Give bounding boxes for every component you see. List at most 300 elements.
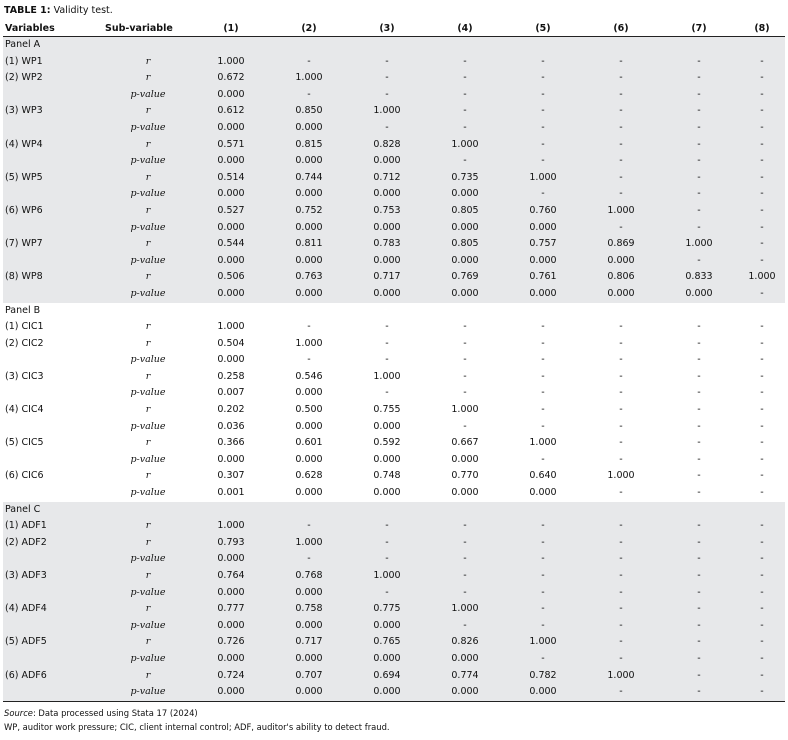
value-cell: 0.833 — [659, 269, 737, 286]
value-cell: - — [425, 568, 503, 585]
value-cell: 0.000 — [191, 253, 269, 270]
value-cell: - — [659, 87, 737, 104]
value-cell: - — [760, 437, 764, 449]
value-cell: - — [619, 487, 623, 499]
header-col-6: (6) — [581, 21, 659, 37]
value-cell: - — [425, 618, 503, 635]
value-cell: 0.000 — [191, 120, 269, 137]
value-cell: 0.869 — [581, 236, 659, 253]
sub-variable-cell: r — [145, 321, 151, 333]
value-cell: - — [347, 54, 425, 71]
value-cell: - — [737, 87, 785, 104]
sub-variable-cell: r — [103, 70, 191, 87]
value-cell: - — [659, 103, 737, 120]
value-cell: - — [581, 535, 659, 552]
value-cell: 0.793 — [191, 535, 269, 552]
panel-title: Panel C — [3, 502, 785, 519]
variable-cell — [3, 220, 103, 237]
table-body — [3, 37, 785, 702]
table-row — [3, 153, 785, 170]
value-cell: 0.000 — [425, 253, 503, 270]
value-cell: 0.667 — [451, 437, 479, 449]
value-cell: 0.601 — [295, 437, 323, 449]
sub-variable-cell: p-value — [130, 420, 166, 432]
variable-cell — [3, 186, 103, 203]
header-col-4: (4) — [425, 21, 503, 37]
value-cell: 0.307 — [217, 470, 245, 482]
sub-variable-cell: p-value — [103, 253, 191, 270]
abbreviation-note: WP, auditor work pressure; CIC, client internal control; ADF, auditor's ability to detect fraud. — [4, 722, 390, 732]
table-row — [3, 468, 785, 485]
value-cell: - — [385, 354, 389, 366]
variable-cell: (5) WP5 — [3, 170, 103, 187]
sub-variable-cell: p-value — [103, 87, 191, 104]
sub-variable-cell: r — [145, 337, 151, 349]
value-cell: - — [503, 153, 581, 170]
value-cell: - — [425, 585, 503, 602]
variable-cell: (7) WP7 — [3, 236, 103, 253]
sub-variable-cell: r — [103, 518, 191, 535]
value-cell: 1.000 — [607, 470, 635, 482]
value-cell: - — [463, 387, 467, 399]
value-cell: - — [307, 321, 311, 333]
value-cell: - — [463, 370, 467, 382]
value-cell: - — [581, 518, 659, 535]
value-cell: 0.000 — [295, 387, 323, 399]
value-cell: - — [541, 370, 545, 382]
sub-variable-cell: p-value — [103, 585, 191, 602]
value-cell: 1.000 — [581, 203, 659, 220]
value-cell: 0.806 — [581, 269, 659, 286]
value-cell: 0.000 — [295, 453, 323, 465]
value-cell: - — [619, 437, 623, 449]
value-cell: - — [760, 337, 764, 349]
table-caption — [4, 4, 113, 18]
sub-variable-cell: p-value — [103, 684, 191, 701]
sub-variable-cell: r — [145, 404, 151, 416]
table-row — [3, 618, 785, 635]
value-cell: - — [425, 54, 503, 71]
variable-cell: (1) ADF1 — [3, 518, 103, 535]
variable-cell: (3) CIC3 — [5, 370, 44, 382]
table-row — [3, 137, 785, 154]
value-cell: - — [385, 337, 389, 349]
value-cell: 0.777 — [191, 601, 269, 618]
value-cell: 0.000 — [191, 87, 269, 104]
value-cell: 0.850 — [269, 103, 347, 120]
value-cell: - — [659, 220, 737, 237]
value-cell: 0.000 — [191, 551, 269, 568]
value-cell: - — [503, 70, 581, 87]
sub-variable-cell: r — [103, 137, 191, 154]
value-cell: - — [659, 170, 737, 187]
sub-variable-cell: r — [145, 470, 151, 482]
value-cell: - — [581, 634, 659, 651]
value-cell: 0.000 — [425, 286, 503, 303]
value-cell: 0.694 — [347, 668, 425, 685]
value-cell: 0.000 — [269, 618, 347, 635]
value-cell: - — [659, 634, 737, 651]
value-cell: - — [697, 453, 701, 465]
value-cell: 0.504 — [217, 337, 245, 349]
value-cell: - — [737, 618, 785, 635]
value-cell: - — [737, 668, 785, 685]
variable-cell: (1) CIC1 — [5, 321, 44, 333]
value-cell: - — [659, 568, 737, 585]
value-cell: 0.036 — [217, 420, 245, 432]
value-cell: - — [541, 387, 545, 399]
value-cell: 0.000 — [503, 684, 581, 701]
value-cell: 0.000 — [347, 286, 425, 303]
value-cell: 0.000 — [373, 453, 401, 465]
value-cell: - — [737, 551, 785, 568]
value-cell: - — [425, 518, 503, 535]
value-cell: - — [737, 170, 785, 187]
value-cell: 0.000 — [269, 286, 347, 303]
value-cell: 0.000 — [191, 153, 269, 170]
value-cell: 0.768 — [269, 568, 347, 585]
table-row — [3, 668, 785, 685]
panel-title: Panel A — [3, 37, 785, 54]
variable-cell — [3, 253, 103, 270]
variable-cell: (4) ADF4 — [3, 601, 103, 618]
header-col-8: (8) — [737, 21, 785, 37]
value-cell: - — [425, 120, 503, 137]
table-row — [3, 435, 785, 452]
table-row — [3, 601, 785, 618]
table-row — [3, 54, 785, 71]
value-cell: 0.366 — [217, 437, 245, 449]
variable-cell — [3, 485, 103, 502]
value-cell: - — [659, 137, 737, 154]
value-cell: - — [463, 354, 467, 366]
value-cell: 1.000 — [581, 668, 659, 685]
sub-variable-cell: r — [103, 103, 191, 120]
caption-text: Validity test. — [50, 5, 113, 16]
value-cell: 1.000 — [737, 269, 785, 286]
value-cell: 0.828 — [347, 137, 425, 154]
variable-cell — [3, 618, 103, 635]
table-row — [3, 535, 785, 552]
value-cell: 0.000 — [217, 354, 245, 366]
value-cell: - — [737, 153, 785, 170]
value-cell: - — [659, 120, 737, 137]
source-label: Source — [4, 708, 33, 718]
value-cell: 0.712 — [347, 170, 425, 187]
variable-cell — [3, 352, 103, 369]
value-cell: 1.000 — [191, 518, 269, 535]
table-row — [3, 352, 785, 369]
table-row — [3, 651, 785, 668]
value-cell: 0.000 — [269, 585, 347, 602]
panel-title: Panel B — [5, 304, 41, 316]
value-cell: - — [503, 535, 581, 552]
value-cell: 0.765 — [347, 634, 425, 651]
value-cell: 0.000 — [529, 487, 557, 499]
value-cell: - — [385, 387, 389, 399]
sub-variable-cell: p-value — [130, 487, 166, 499]
value-cell: - — [697, 420, 701, 432]
value-cell: - — [269, 87, 347, 104]
value-cell: 0.000 — [347, 651, 425, 668]
value-cell: - — [737, 601, 785, 618]
value-cell: - — [581, 684, 659, 701]
value-cell: - — [581, 103, 659, 120]
value-cell: 0.000 — [191, 651, 269, 668]
value-cell: 0.506 — [191, 269, 269, 286]
variable-cell — [3, 419, 103, 436]
table-row — [3, 319, 785, 336]
value-cell: 0.757 — [503, 236, 581, 253]
value-cell: - — [659, 54, 737, 71]
value-cell: - — [697, 337, 701, 349]
value-cell: 0.717 — [347, 269, 425, 286]
value-cell: 0.826 — [425, 634, 503, 651]
sub-variable-cell: r — [103, 170, 191, 187]
variable-cell: (6) CIC6 — [5, 470, 44, 482]
value-cell: 0.000 — [269, 253, 347, 270]
value-cell: - — [425, 551, 503, 568]
value-cell: - — [541, 354, 545, 366]
value-cell: 0.735 — [425, 170, 503, 187]
variable-cell — [3, 651, 103, 668]
value-cell: 0.592 — [373, 437, 401, 449]
variable-cell — [3, 87, 103, 104]
value-cell: - — [659, 153, 737, 170]
value-cell: - — [425, 70, 503, 87]
value-cell: - — [425, 103, 503, 120]
value-cell: - — [737, 220, 785, 237]
value-cell: - — [503, 87, 581, 104]
value-cell: - — [737, 585, 785, 602]
value-cell: - — [659, 601, 737, 618]
sub-variable-cell: p-value — [130, 387, 166, 399]
variable-cell: (6) WP6 — [3, 203, 103, 220]
value-cell: 0.000 — [425, 651, 503, 668]
value-cell: - — [659, 651, 737, 668]
value-cell: 0.753 — [347, 203, 425, 220]
variable-cell — [3, 286, 103, 303]
value-cell: 0.546 — [295, 370, 323, 382]
value-cell: - — [697, 354, 701, 366]
value-cell: - — [581, 170, 659, 187]
variable-cell: (8) WP8 — [3, 269, 103, 286]
table-row — [3, 103, 785, 120]
value-cell: - — [619, 420, 623, 432]
value-cell: 0.815 — [269, 137, 347, 154]
value-cell: - — [347, 518, 425, 535]
header-sub-variable: Sub-variable — [103, 21, 191, 37]
table-row — [3, 568, 785, 585]
value-cell: - — [659, 203, 737, 220]
value-cell: - — [425, 153, 503, 170]
header-variables: Variables — [3, 21, 103, 37]
value-cell: 0.514 — [191, 170, 269, 187]
table-row — [3, 186, 785, 203]
value-cell: 0.000 — [659, 286, 737, 303]
value-cell: - — [737, 518, 785, 535]
value-cell: 0.571 — [191, 137, 269, 154]
source-text: : Data processed using Stata 17 (2024) — [32, 708, 198, 718]
header-col-1: (1) — [191, 21, 269, 37]
header-row — [3, 21, 785, 37]
value-cell: - — [737, 535, 785, 552]
value-cell: - — [503, 585, 581, 602]
table-row — [3, 402, 785, 419]
value-cell: - — [760, 404, 764, 416]
value-cell: - — [737, 286, 785, 303]
value-cell: - — [463, 420, 467, 432]
value-cell: - — [760, 370, 764, 382]
value-cell: - — [347, 585, 425, 602]
value-cell: - — [581, 87, 659, 104]
value-cell: - — [581, 220, 659, 237]
value-cell: 1.000 — [451, 404, 479, 416]
table-row — [3, 369, 785, 386]
panel-header-row — [3, 303, 785, 320]
header-col-3: (3) — [347, 21, 425, 37]
value-cell: - — [503, 518, 581, 535]
value-cell: - — [760, 487, 764, 499]
value-cell: - — [581, 137, 659, 154]
value-cell: 0.527 — [191, 203, 269, 220]
value-cell: - — [425, 87, 503, 104]
value-cell: - — [619, 354, 623, 366]
value-cell: 0.760 — [503, 203, 581, 220]
value-cell: - — [737, 203, 785, 220]
value-cell: - — [503, 551, 581, 568]
value-cell: - — [463, 337, 467, 349]
value-cell: - — [503, 601, 581, 618]
value-cell: - — [659, 518, 737, 535]
value-cell: - — [659, 551, 737, 568]
value-cell: 1.000 — [347, 568, 425, 585]
table-row — [3, 419, 785, 436]
table-row — [3, 286, 785, 303]
value-cell: - — [541, 420, 545, 432]
value-cell: - — [737, 70, 785, 87]
value-cell: 0.258 — [217, 370, 245, 382]
value-cell: - — [619, 387, 623, 399]
variable-cell — [3, 452, 103, 469]
value-cell: - — [581, 601, 659, 618]
value-cell: 1.000 — [347, 103, 425, 120]
source-note — [4, 707, 198, 719]
table-row — [3, 220, 785, 237]
value-cell: - — [760, 453, 764, 465]
value-cell: - — [737, 120, 785, 137]
sub-variable-cell: r — [103, 54, 191, 71]
sub-variable-cell: r — [103, 269, 191, 286]
sub-variable-cell: p-value — [103, 220, 191, 237]
sub-variable-cell: r — [103, 568, 191, 585]
value-cell: - — [269, 54, 347, 71]
value-cell: 0.000 — [425, 684, 503, 701]
value-cell: 1.000 — [217, 321, 245, 333]
value-cell: 0.500 — [295, 404, 323, 416]
table-row — [3, 70, 785, 87]
value-cell: - — [737, 186, 785, 203]
variable-cell — [3, 385, 103, 402]
value-cell: 0.717 — [269, 634, 347, 651]
value-cell: - — [697, 370, 701, 382]
table-row — [3, 485, 785, 502]
value-cell: - — [503, 186, 581, 203]
value-cell: - — [503, 54, 581, 71]
value-cell: 1.000 — [503, 170, 581, 187]
variable-cell — [3, 551, 103, 568]
value-cell: - — [581, 651, 659, 668]
table-row — [3, 518, 785, 535]
variable-cell: (6) ADF6 — [3, 668, 103, 685]
variable-cell: (5) ADF5 — [3, 634, 103, 651]
value-cell: 0.000 — [191, 684, 269, 701]
sub-variable-cell: r — [103, 601, 191, 618]
table-row — [3, 336, 785, 353]
value-cell: - — [760, 470, 764, 482]
value-cell: 0.761 — [503, 269, 581, 286]
sub-variable-cell: p-value — [103, 286, 191, 303]
table-row — [3, 87, 785, 104]
panel-header-row — [3, 502, 785, 519]
value-cell: - — [503, 137, 581, 154]
variable-cell: (2) WP2 — [3, 70, 103, 87]
value-cell: - — [503, 651, 581, 668]
value-cell: 0.000 — [425, 186, 503, 203]
value-cell: - — [697, 437, 701, 449]
value-cell: 0.000 — [191, 286, 269, 303]
value-cell: 0.000 — [425, 220, 503, 237]
value-cell: - — [760, 321, 764, 333]
variable-cell — [3, 120, 103, 137]
value-cell: 1.000 — [269, 535, 347, 552]
variable-cell: (1) WP1 — [3, 54, 103, 71]
value-cell: 0.764 — [191, 568, 269, 585]
value-cell: - — [737, 684, 785, 701]
value-cell: - — [737, 651, 785, 668]
sub-variable-cell: p-value — [130, 354, 166, 366]
value-cell: 0.000 — [269, 220, 347, 237]
value-cell: - — [503, 618, 581, 635]
value-cell: 0.758 — [269, 601, 347, 618]
value-cell: 1.000 — [425, 137, 503, 154]
value-cell: 0.755 — [373, 404, 401, 416]
sub-variable-cell: p-value — [103, 551, 191, 568]
value-cell: 0.000 — [269, 186, 347, 203]
value-cell: 0.726 — [191, 634, 269, 651]
sub-variable-cell: r — [103, 634, 191, 651]
value-cell: 0.000 — [581, 286, 659, 303]
value-cell: 0.783 — [347, 236, 425, 253]
value-cell: 1.000 — [269, 70, 347, 87]
value-cell: 0.763 — [269, 269, 347, 286]
value-cell: 0.000 — [295, 420, 323, 432]
value-cell: - — [385, 321, 389, 333]
value-cell: - — [347, 70, 425, 87]
value-cell: - — [659, 585, 737, 602]
value-cell: 0.811 — [269, 236, 347, 253]
value-cell: - — [503, 568, 581, 585]
value-cell: 0.672 — [191, 70, 269, 87]
table-row — [3, 253, 785, 270]
value-cell: 0.544 — [191, 236, 269, 253]
value-cell: 0.000 — [269, 120, 347, 137]
variable-cell: (3) WP3 — [3, 103, 103, 120]
sub-variable-cell: p-value — [130, 453, 166, 465]
variable-cell — [3, 684, 103, 701]
value-cell: 0.769 — [425, 269, 503, 286]
value-cell: - — [581, 120, 659, 137]
